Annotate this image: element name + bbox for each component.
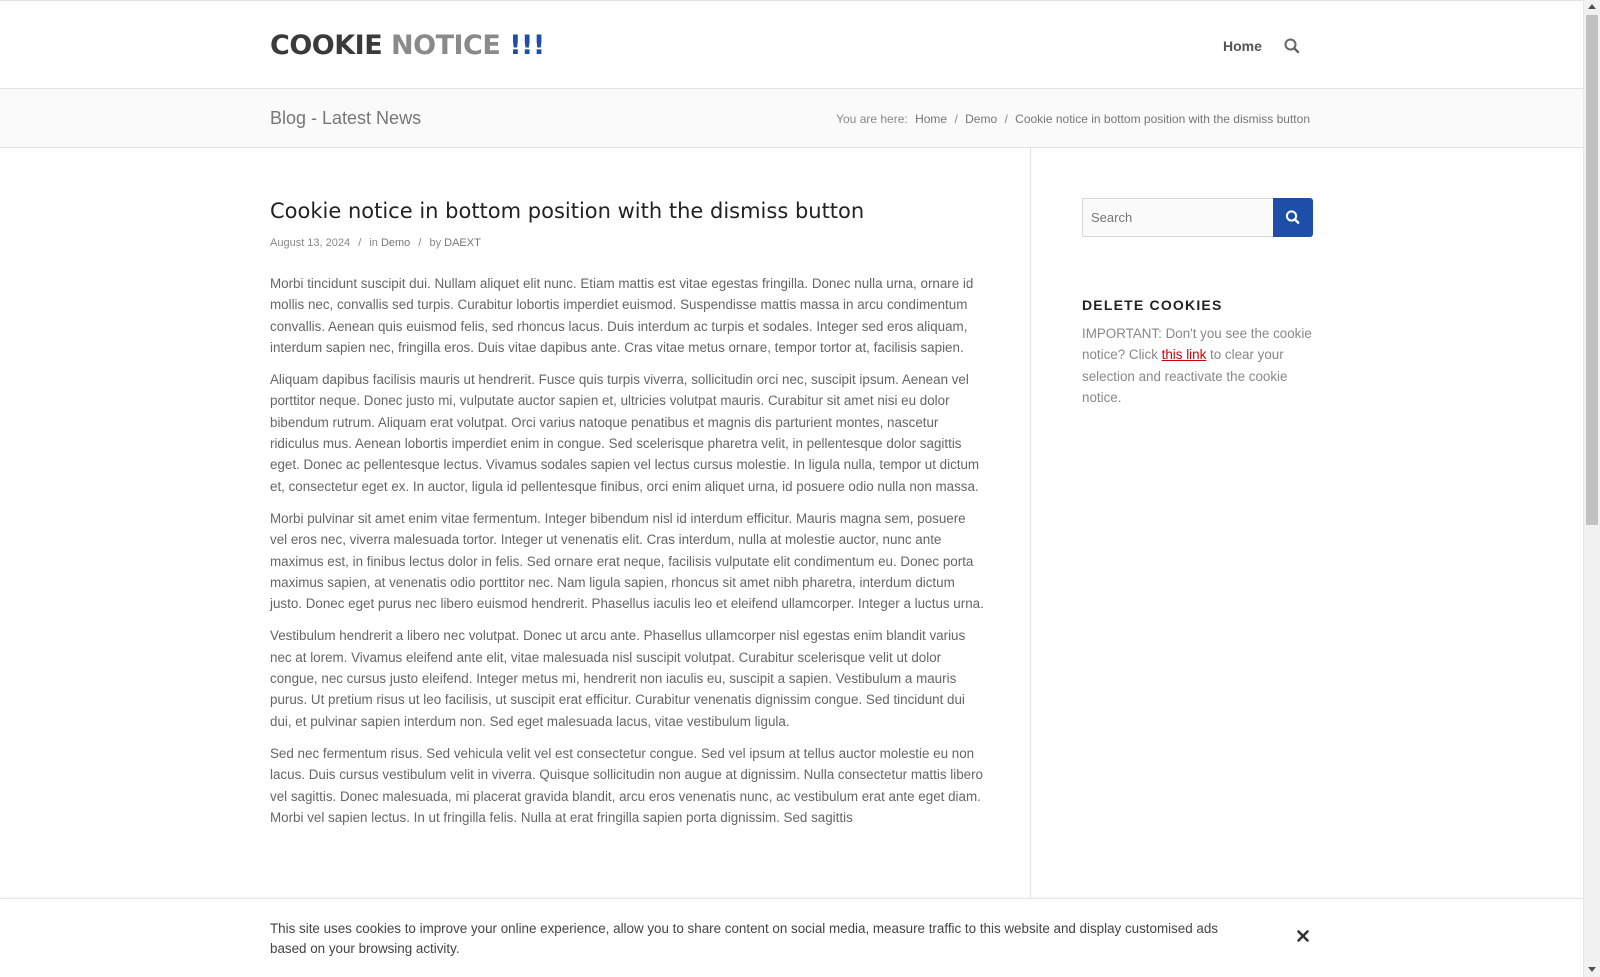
author-prefix: by [429,237,442,249]
post-paragraph: Aliquam dapibus facilisis mauris ut hendrerit. Fusce quis turpis viverra, sollicitudin orci nec, suscipit ipsum. Aenean vel porttitor neque. Donec justo mi, vulputate auctor sapien et, ultricies volutpat mauris. Curabitur sit amet nisi eu dolor bibendum rutrum. Aliquam erat volutpat. Orci varius natoque penatibus et magnis dis parturient montes, nascetur ridiculus mus. Aenean lobortis imperdiet enim in congue. Sed scelerisque pharetra velit, in pellentesque dolor sagittis eget. Donec ac pellentesque lectus. Vivamus sodales sapien vel lectus cursus molestie. In ligula nulla, tempor ut dictum et, consectetur eget ex. In auctor, ligula id pellentesque finibus, orci enim aliquet urna, id posuere odio nulla non massa. [270,372,980,494]
breadcrumb-home[interactable]: Home [915,112,948,126]
meta-separator: / [358,237,362,249]
search-icon[interactable] [1283,37,1301,55]
search-input[interactable] [1082,198,1274,237]
widget-title: DELETE COOKIES [1082,297,1223,313]
widget-text-before: IMPORTANT: Don't you see the cookie notice? Click [1082,326,1312,363]
nav-home-link[interactable]: Home [1223,38,1262,54]
vertical-scrollbar[interactable] [1583,0,1600,977]
post-paragraph: Morbi pulvinar sit amet enim vitae fermentum. Integer bibendum nisl id interdum efficitur. Mauris magna sem, posuere vel eros nec, viverra malesuada tortor. Integer ut venenatis elit. Cras interdum, nulla at molestie auctor, nunc ante maximus est, in finibus lectus dolor in felis. Sed ornare erat neque, facilisis vulputate elit condimentum eu. Donec porta maximus sapien, at venenatis odio porttitor nec. Nam ligula sapien, rhoncus sit amet nibh pharetra, interdum dictum justo. Donec eget purus nec libero euismod hendrerit. Phasellus iaculis leo et eleifend ullamcorper. Integer a luctus urna. [270,510,984,612]
scrollbar-thumb[interactable] [1586,15,1598,525]
category-prefix: in [369,237,378,249]
post-title[interactable]: Cookie notice in bottom position with the dismiss button [270,199,865,223]
sidebar-search [1082,198,1312,237]
widget-text-after: to clear your selection and reactivate the cookie notice. [1082,347,1288,405]
post-category-link[interactable]: Demo [380,237,411,249]
post-meta [270,235,481,251]
delete-cookies-link[interactable]: this link [1161,347,1207,363]
close-icon[interactable] [1295,928,1311,944]
site-header [0,1,1583,89]
post-paragraph: Sed nec fermentum risus. Sed vehicula velit vel est consectetur congue. Sed vel ipsum at tellus auctor molestie eu non lacus. Duis cursus vestibulum velit in viverra. Quisque sollicitudin non augue at dignissim. Nulla consectetur mattis libero vel sagittis. Donec malesuada, mi placerat gravida blandit, arcu eros venenatis nunc, ac vestibulum erat ante eget diam. Morbi vel sapien lectus. In ut fringilla felis. Nulla at erat fringilla sapien porta dignissim. Sed sagittis [270,745,983,825]
logo-word-cookie: COOKIE [270,30,383,61]
post-date: August 13, 2024 [270,237,351,249]
scroll-up-arrow-icon[interactable] [1588,4,1596,9]
title-bar [0,89,1583,148]
meta-separator: / [418,237,422,249]
logo-exclamations: !!! [509,30,545,61]
breadcrumb-separator: / [954,112,958,126]
post-paragraph: Morbi tincidunt suscipit dui. Nullam aliquet elit nunc. Etiam mattis est vitae egestas fringilla. Donec nulla urna, ornare id mollis nec, convallis sed turpis. Curabitur lobortis imperdiet euismod. Suspendisse mattis massa in arcu condimentum convallis. Aenean quis euismod felis, sed rhoncus lacus. Duis interdum ac turpis et sodales. Integer sed eros aliquam, interdum sapien nec, fringilla eros. Duis vitae dapibus ante. Cras vitae metus ornare, tempor tortor at, facilisis sapien. [270,276,974,355]
post-body [270,273,985,839]
post-paragraph: Vestibulum hendrerit a libero nec volutpat. Donec ut arcu ante. Phasellus ullamcorper nisl egestas enim blandit varius nec at lorem. Vivamus eleifend ante elit, vitae malesuada nisl suscipit volutpat. Curabitur scelerisque velit ut dolor congue, nec cursus justo eleifend. Integer metus mi, hendrerit non iaculis eu, suscipit a sapien. Vestibulum a mauris purus. Ut pretium risus ut leo facilisis, ut suscipit erat efficitur. Curabitur venenatis dignissim congue. Sed tincidunt dui dui, et pulvinar sapien interdum non. Sed eget malesuada lacus, vitae vestibulum ligula. [270,628,966,729]
breadcrumb [836,111,1310,127]
scroll-down-arrow-icon[interactable] [1588,967,1596,972]
cookie-notice-message: This site uses cookies to improve your online experience, allow you to share content on social media, measure traffic to this website and display customised ads based on your browsing activity. [270,921,1218,956]
breadcrumb-demo[interactable]: Demo [965,112,998,126]
blog-title[interactable]: Blog - Latest News [270,108,422,128]
search-button[interactable] [1273,198,1313,237]
post-author-link[interactable]: DAEXT [444,237,481,249]
widget-text [1082,323,1314,408]
sidebar-divider [1030,148,1031,898]
logo-word-notice: NOTICE [391,30,501,61]
site-logo[interactable] [270,29,545,63]
search-icon [1273,198,1313,237]
cookie-notice-bar [0,898,1583,977]
breadcrumb-current[interactable]: Cookie notice in bottom position with the dismiss button [1015,112,1310,126]
breadcrumb-separator: / [1004,112,1008,126]
breadcrumb-prefix: You are here: [836,112,908,126]
